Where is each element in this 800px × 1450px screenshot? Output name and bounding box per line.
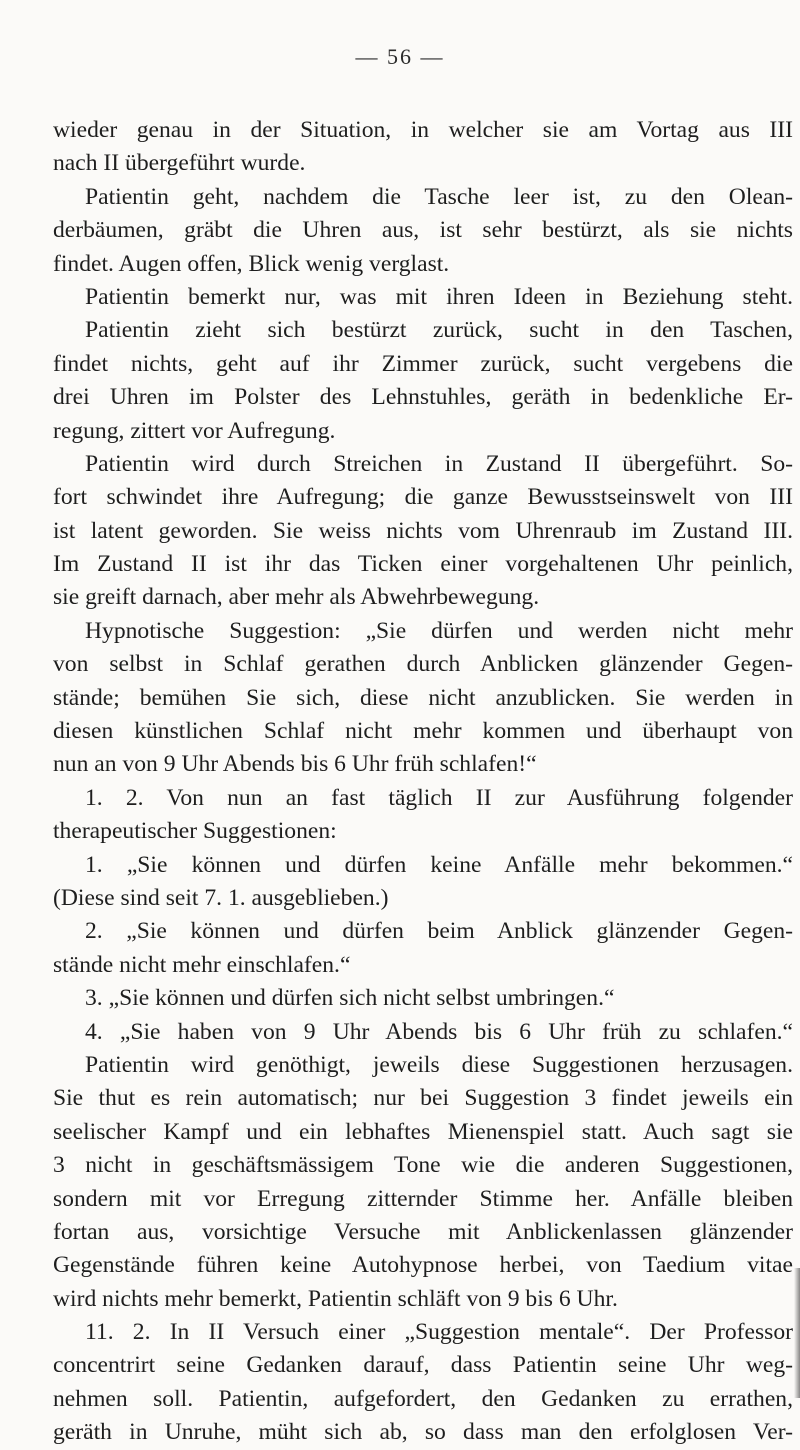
text-line: sie greift darnach, aber mehr als Abwehrbewegung. <box>53 584 540 611</box>
text-line: wird nichts mehr bemerkt, Patientin schläft von 9 bis 6 Uhr. <box>53 1285 618 1312</box>
text-line: stände; bemühen Sie sich, diese nicht anzublicken. Sie werden in <box>53 684 793 711</box>
text-line: 3 nicht in geschäftsmässigem Tone wie die anderen Suggestionen, <box>53 1152 793 1179</box>
text-line: findet nichts, geht auf ihr Zimmer zurück, sucht vergebens die <box>53 350 793 377</box>
text-line: sondern mit vor Erregung zitternder Stimme her. Anfälle bleiben <box>53 1185 793 1212</box>
page-edge-shadow <box>794 1268 800 1398</box>
text-line: Patientin geht, nachdem die Tasche leer ist, zu den Olean- <box>85 183 793 210</box>
text-line: fortan aus, vorsichtige Versuche mit Anblickenlassen glänzender <box>53 1218 793 1245</box>
text-line: Im Zustand II ist ihr das Ticken einer vorgehaltenen Uhr peinlich, <box>53 551 793 578</box>
text-line: Gegenstände führen keine Autohypnose herbei, von Taedium vitae <box>53 1252 793 1279</box>
text-line: therapeutischer Suggestionen: <box>53 818 337 845</box>
text-line: concentrirt seine Gedanken darauf, dass Patientin seine Uhr weg- <box>53 1352 793 1379</box>
text-line: Hypnotische Suggestion: „Sie dürfen und werden nicht mehr <box>85 617 793 644</box>
text-line: wieder genau in der Situation, in welcher sie am Vortag aus III <box>53 117 793 143</box>
text-line: fort schwindet ihre Aufregung; die ganze Bewusstseinswelt von III <box>53 484 793 511</box>
text-line: 1. „Sie können und dürfen keine Anfälle mehr bekommen.“ <box>85 851 793 878</box>
text-line: geräth in Unruhe, müht sich ab, so dass man den erfolglosen Ver- <box>53 1419 793 1446</box>
text-line: 4. „Sie haben von 9 Uhr Abends bis 6 Uhr früh zu schlafen.“ <box>85 1018 793 1045</box>
text-line: 11. 2. In II Versuch einer „Suggestion mentale“. Der Professor <box>85 1319 793 1346</box>
page-number: — 56 — <box>355 44 445 69</box>
text-line: diesen künstlichen Schlaf nicht mehr kommen und überhaupt von <box>53 718 793 745</box>
text-line: 1. 2. Von nun an fast täglich II zur Ausführung folgender <box>85 784 793 811</box>
text-line: 3. „Sie können und dürfen sich nicht selbst umbringen.“ <box>85 985 615 1012</box>
text-line: Patientin wird durch Streichen in Zustand II übergeführt. So- <box>85 450 793 477</box>
text-line: regung, zittert vor Aufregung. <box>53 417 336 444</box>
text-line: (Diese sind seit 7. 1. ausgeblieben.) <box>53 884 389 911</box>
text-line: Sie thut es rein automatisch; nur bei Suggestion 3 findet jeweils ein <box>53 1085 793 1112</box>
text-line: findet. Augen offen, Blick wenig verglast. <box>53 250 450 277</box>
text-line: nach II übergeführt wurde. <box>53 150 306 177</box>
text-line: Patientin zieht sich bestürzt zurück, sucht in den Taschen, <box>85 317 793 344</box>
text-line: nun an von 9 Uhr Abends bis 6 Uhr früh schlafen!“ <box>53 751 537 778</box>
text-line: Patientin wird genöthigt, jeweils diese Suggestionen herzusagen. <box>85 1051 793 1078</box>
text-line: seelischer Kampf und ein lebhaftes Mienenspiel statt. Auch sagt sie <box>53 1118 793 1145</box>
text-line: derbäumen, gräbt die Uhren aus, ist sehr bestürzt, als sie nichts <box>53 217 793 244</box>
text-line: drei Uhren im Polster des Lehnstuhles, geräth in bedenkliche Er- <box>53 384 793 411</box>
text-line: ist latent geworden. Sie weiss nichts vom Uhrenraub im Zustand III. <box>53 517 793 544</box>
body-text <box>53 114 793 1450</box>
text-line: Patientin bemerkt nur, was mit ihren Ideen in Beziehung steht. <box>85 283 793 310</box>
text-line: von selbst in Schlaf gerathen durch Anblicken glänzender Gegen- <box>53 651 793 678</box>
text-line: nehmen soll. Patientin, aufgefordert, den Gedanken zu errathen, <box>53 1385 793 1412</box>
text-line: stände nicht mehr einschlafen.“ <box>53 951 351 978</box>
text-line: 2. „Sie können und dürfen beim Anblick glänzender Gegen- <box>85 918 793 945</box>
